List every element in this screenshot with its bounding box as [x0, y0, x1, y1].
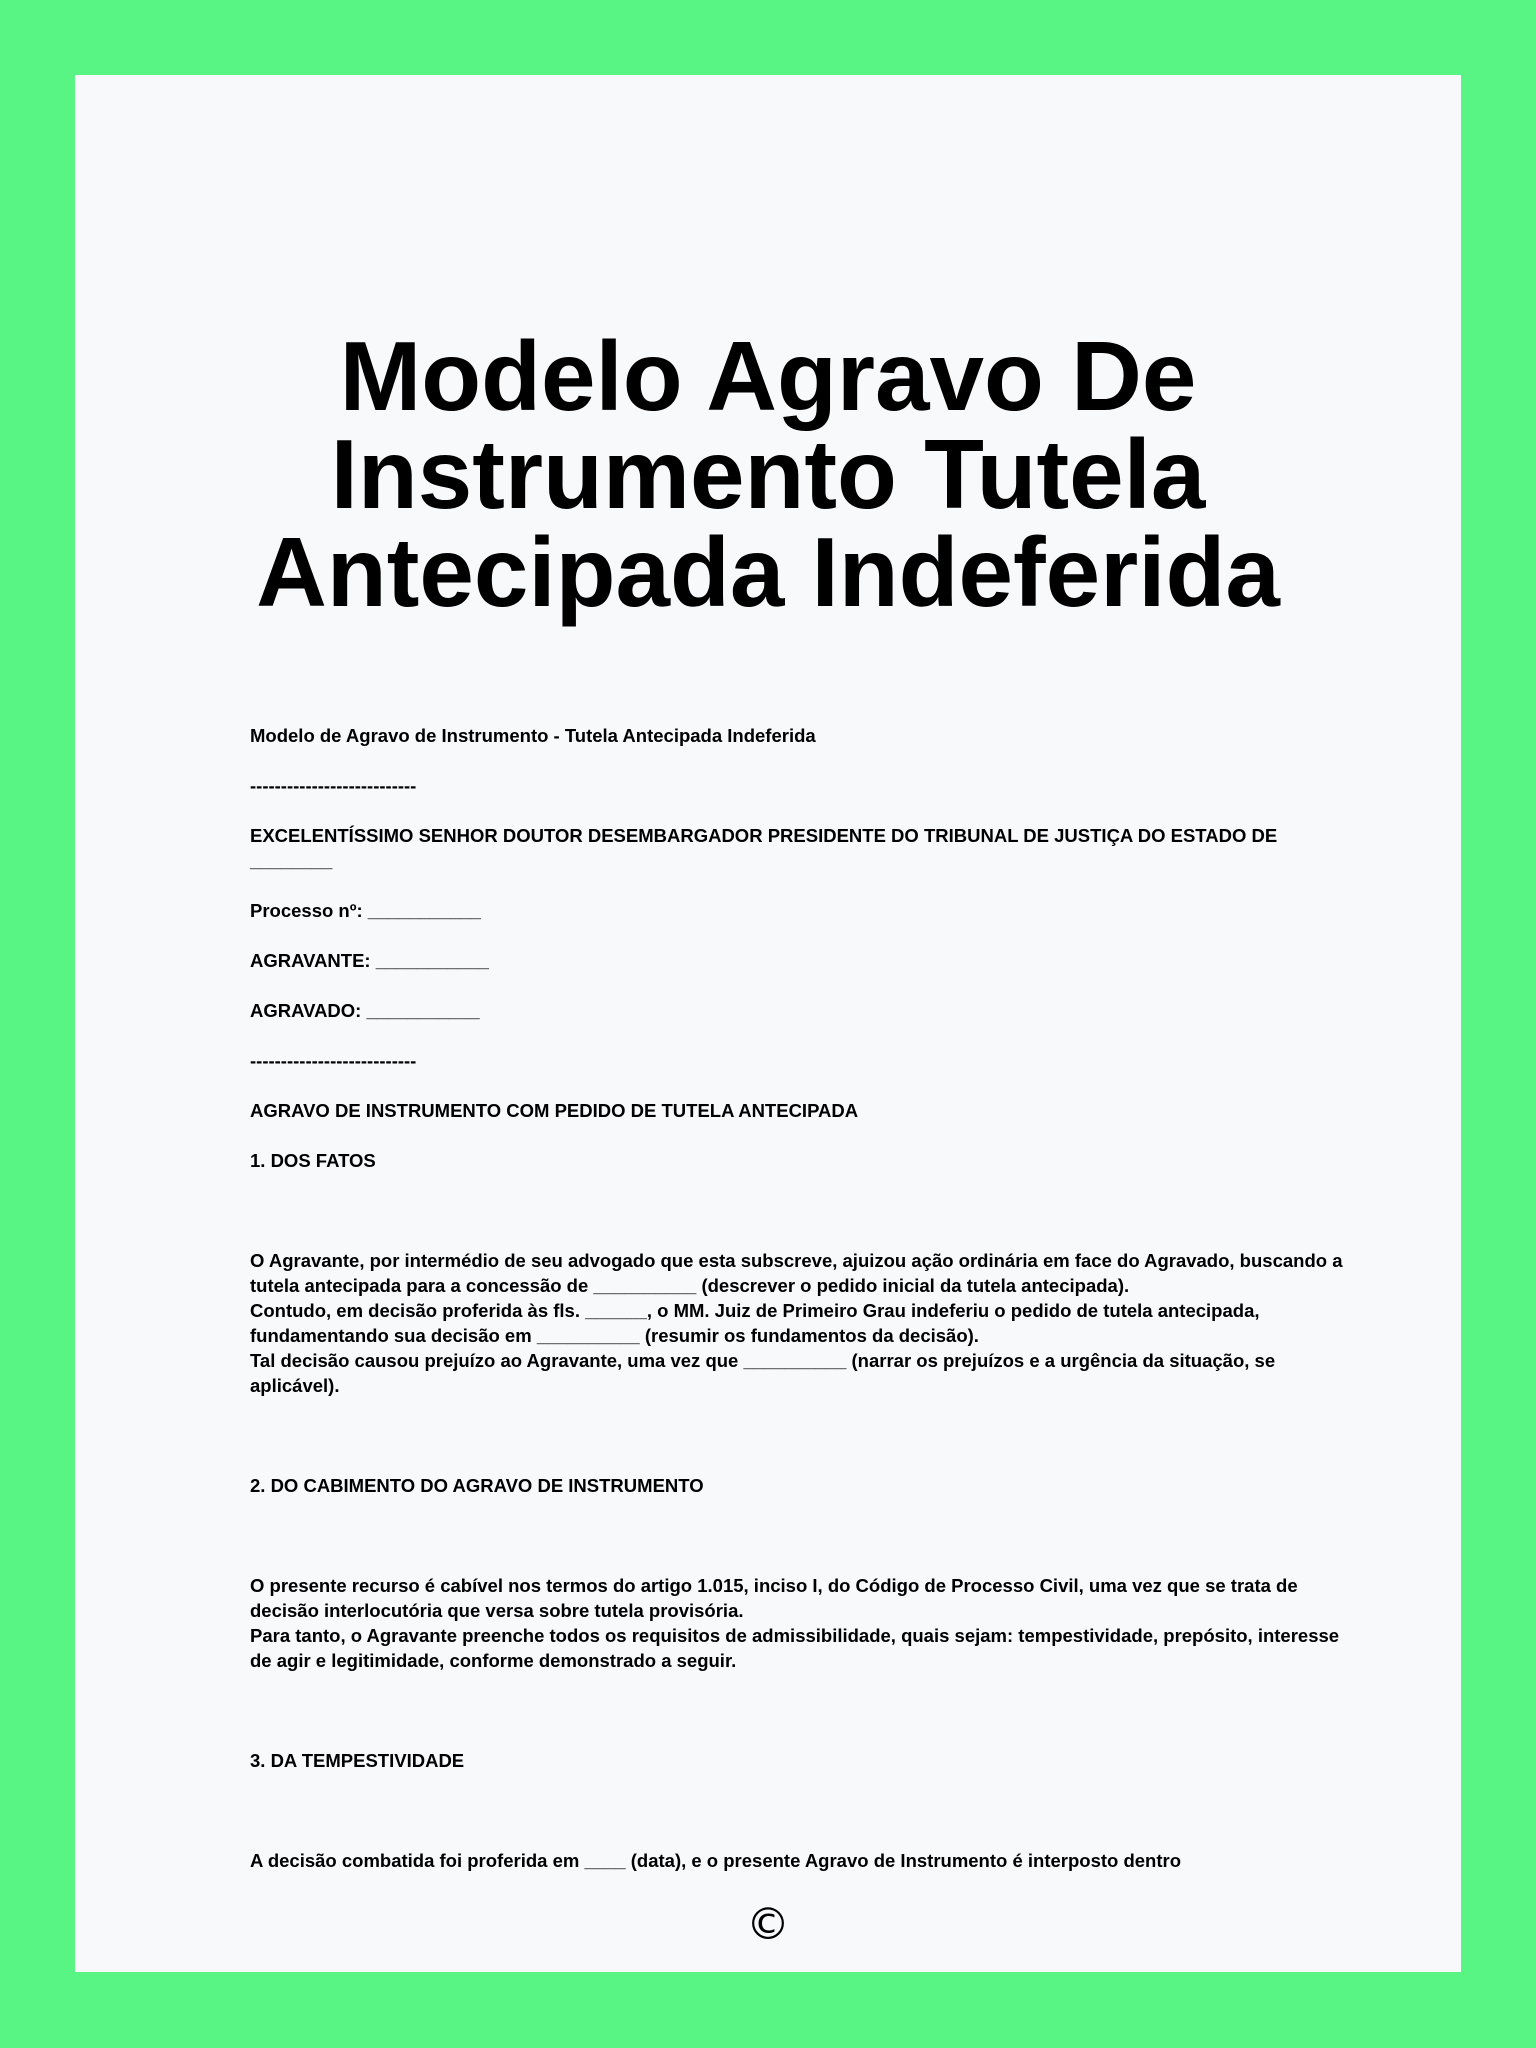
divider-top: ---------------------------	[250, 775, 417, 796]
copyright-icon: ©	[746, 1899, 790, 1950]
document-subtitle: Modelo de Agravo de Instrumento - Tutela Antecipada Indeferida	[250, 725, 816, 746]
section-2-heading: 2. DO CABIMENTO DO AGRAVO DE INSTRUMENTO	[250, 1475, 704, 1496]
document-page	[75, 75, 1461, 1972]
agravado-line: AGRAVADO: ___________	[250, 1000, 480, 1021]
section-1-paragraph: O Agravante, por intermédio de seu advogado que esta subscreve, ajuizou ação ordinária em face do Agravado, buscando a tutela antecipada para a concessão de __________ (descrever o pedido inicial da tutela antecipada).	[250, 1250, 1343, 1296]
processo-line: Processo nº: ___________	[250, 900, 481, 921]
section-3-paragraph: A decisão combatida foi proferida em ____ (data), e o presente Agravo de Instrumento é interposto dentro	[250, 1850, 1182, 1871]
agravante-line: AGRAVANTE: ___________	[250, 950, 489, 971]
section-2-paragraph: Para tanto, o Agravante preenche todos os requisitos de admissibilidade, quais sejam: tempestividade, prepósito, interesse de agir e legitimidade, conforme demonstrado a seguir.	[250, 1625, 1340, 1671]
main-heading: AGRAVO DE INSTRUMENTO COM PEDIDO DE TUTELA ANTECIPADA	[250, 1100, 859, 1121]
addressee: EXCELENTÍSSIMO SENHOR DOUTOR DESEMBARGADOR PRESIDENTE DO TRIBUNAL DE JUSTIÇA DO ESTADO DE ________	[250, 825, 1278, 871]
section-1-heading: 1. DOS FATOS	[250, 1150, 376, 1171]
document-body	[250, 723, 1350, 1873]
divider-bottom: ---------------------------	[250, 1050, 417, 1071]
section-1-paragraph: Contudo, em decisão proferida às fls. ______, o MM. Juiz de Primeiro Grau indeferiu o pedido de tutela antecipada, fundamentando sua decisão em __________ (resumir os fundamentos da decisão).	[250, 1300, 1260, 1346]
section-2-paragraph: O presente recurso é cabível nos termos do artigo 1.015, inciso I, do Código de Processo Civil, uma vez que se trata de decisão interlocutória que versa sobre tutela provisória.	[250, 1575, 1298, 1621]
document-title: Modelo Agravo De Instrumento Tutela Antecipada Indeferida	[256, 321, 1280, 627]
section-3-heading: 3. DA TEMPESTIVIDADE	[250, 1750, 465, 1771]
section-1-paragraph: Tal decisão causou prejuízo ao Agravante, uma vez que __________ (narrar os prejuízos e a urgência da situação, se aplicável).	[250, 1350, 1276, 1396]
